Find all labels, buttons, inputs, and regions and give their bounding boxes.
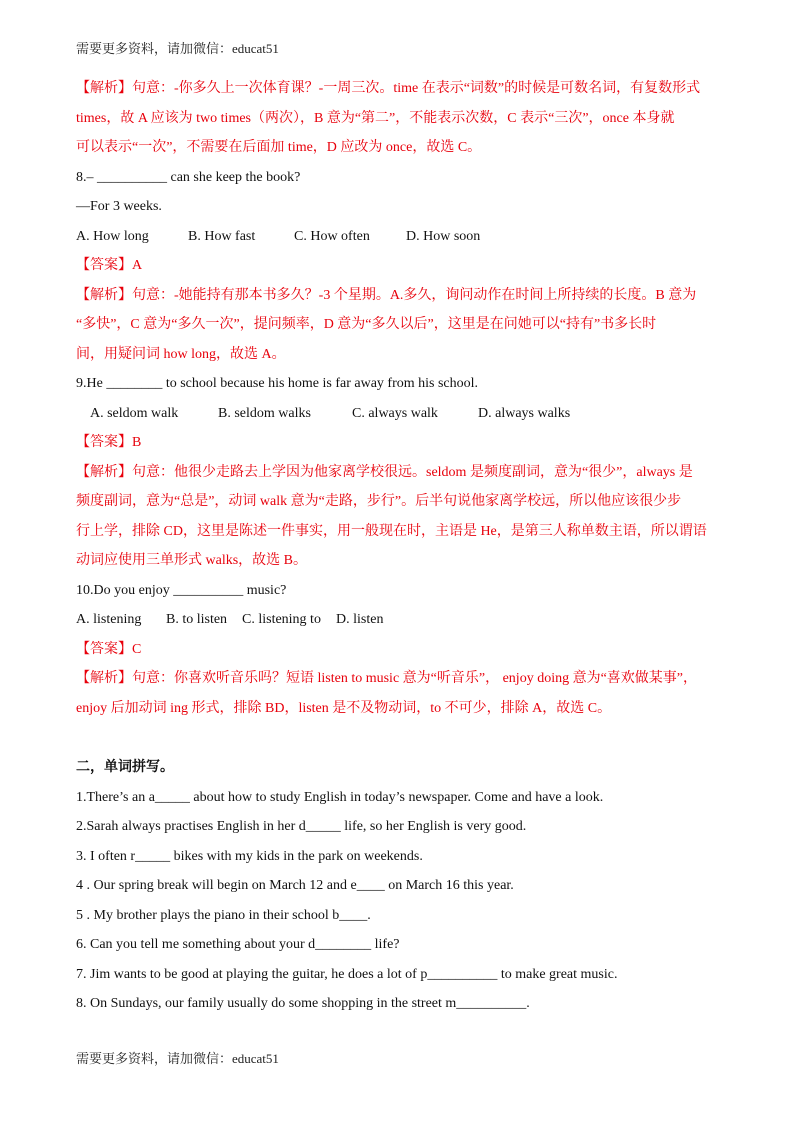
spelling-item: 2.Sarah always practises English in her d_____ life, so her English is very good. — [76, 819, 527, 834]
q7-explanation-line: 可以表示“一次”，不需要在后面加 time，D 应改为 once，故选 C。 — [76, 140, 482, 155]
q9-answer: 【答案】B — [76, 435, 142, 450]
section-spacer — [76, 723, 726, 753]
q9-option-d: D. always walks — [478, 405, 571, 421]
q9-stem: 9.He ________ to school because his home is far away from his school. — [76, 376, 479, 391]
spelling-item: 3. I often r_____ bikes with my kids in the park on weekends. — [76, 848, 423, 864]
q9-option-a: A. seldom walk — [90, 405, 179, 421]
q8-option-d: D. How soon — [406, 228, 481, 244]
q8-reply: —For 3 weeks. — [76, 199, 162, 214]
q8-option-c: C. How often — [294, 228, 370, 244]
q9-option-c: C. always walk — [352, 405, 438, 421]
q8-explanation-line: 【解析】句意：-她能持有那本书多久？-3 个星期。A.多久，询问动作在时间上所持续的长度。B 意为 — [76, 287, 697, 303]
q10-option-a: A. listening — [76, 612, 142, 627]
q8-answer: 【答案】A — [76, 258, 143, 273]
q10-option-d: D. listen — [336, 612, 384, 627]
q8-option-a: A. How long — [76, 228, 149, 244]
q9-explanation-line: 【解析】句意：他很少走路去上学因为他家离学校很远。seldom 是频度副词，意为“很少”，always 是 — [76, 464, 693, 480]
q8-stem: 8.– __________ can she keep the book? — [76, 169, 301, 185]
page-footer: 需要更多资料，请加微信：educat51 — [76, 1051, 279, 1066]
q8-explanation-line: “多快”，C 意为“多久一次”，提问频率，D 意为“多久以后”，这里是在问她可以“持有”书多长时 — [76, 317, 657, 332]
q7-explanation-line: times，故 A 应该为 two times（两次），B 意为“第二”，不能表示次数，C 表示“三次”，once 本身就 — [76, 110, 675, 126]
page-header: 需要更多资料，请加微信：educat51 — [76, 41, 279, 56]
q8-options — [76, 222, 726, 252]
q10-explanation-line: 【解析】句意：你喜欢听音乐吗？短语 listen to music 意为“听音乐”， enjoy doing 意为“喜欢做某事”， — [76, 671, 698, 686]
spelling-item: 1.There’s an a_____ about how to study English in today’s newspaper. Come and have a look. — [76, 789, 604, 805]
q9-option-b: B. seldom walks — [218, 405, 311, 421]
q10-answer: 【答案】C — [76, 641, 142, 657]
q9-explanation-line: 频度副词，意为“总是”，动词 walk 意为“走路，步行”。后半句说他家离学校远，所以他应该很少步 — [76, 494, 682, 509]
spelling-item: 6. Can you tell me something about your d________ life? — [76, 937, 400, 952]
q9-explanation-line: 动词应使用三单形式 walks，故选 B。 — [76, 553, 307, 568]
section2-title: 二，单词拼写。 — [76, 760, 174, 775]
spelling-item: 8. On Sundays, our family usually do some shopping in the street m__________. — [76, 996, 530, 1011]
q7-explanation-line: 【解析】句意：-你多久上一次体育课？-一周三次。time 在表示“词数”的时候是可数名词，有复数形式 — [76, 81, 701, 96]
q10-stem: 10.Do you enjoy __________ music? — [76, 582, 287, 598]
spelling-item: 5 . My brother plays the piano in their school b____. — [76, 907, 371, 923]
spelling-item: 7. Jim wants to be good at playing the guitar, he does a lot of p__________ to make great music. — [76, 966, 618, 982]
q10-option-c: C. listening to — [242, 612, 321, 627]
q10-option-b: B. to listen — [166, 612, 228, 627]
q10-explanation-line: enjoy 后加动词 ing 形式，排除 BD，listen 是不及物动词，to 不可少，排除 A，故选 C。 — [76, 700, 612, 716]
q8-option-b: B. How fast — [188, 228, 256, 244]
document-body — [76, 74, 726, 1019]
q10-options — [76, 605, 726, 635]
spelling-item: 4 . Our spring break will begin on March 12 and e____ on March 16 this year. — [76, 878, 514, 893]
q9-explanation-line: 行上学，排除 CD，这里是陈述一件事实，用一般现在时，主语是 He，是第三人称单数主语，所以谓语 — [76, 523, 707, 539]
q8-explanation-line: 间，用疑问词 how long，故选 A。 — [76, 346, 286, 362]
q9-options — [76, 399, 726, 429]
